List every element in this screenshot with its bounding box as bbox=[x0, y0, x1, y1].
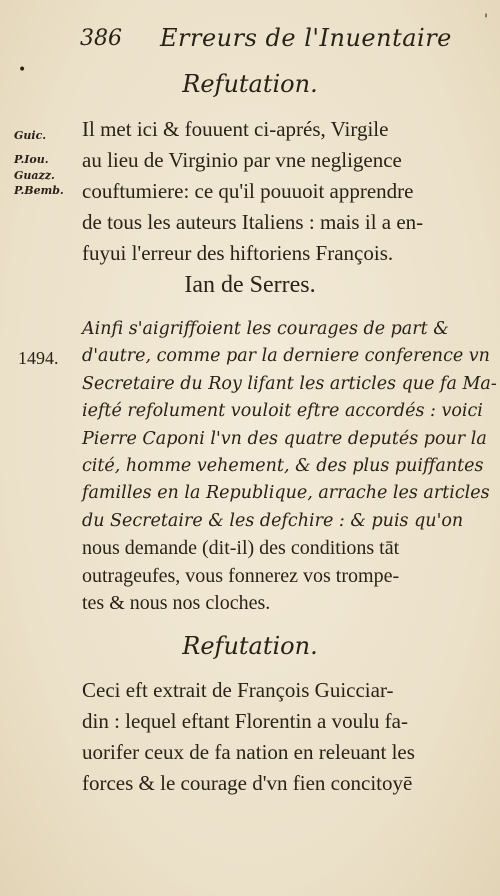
running-title: Erreurs de l'Inuentaire bbox=[160, 24, 452, 52]
section-heading-ian-de-serres: Ian de Serres. bbox=[184, 272, 316, 298]
margin-note-guazz: Guazz. bbox=[14, 169, 55, 182]
page-number: 386 bbox=[80, 26, 122, 51]
text-line: cité, homme vehement, & des plus puiffantes bbox=[82, 455, 484, 476]
text-line: Ainfi s'aigriffoient les courages de part & bbox=[82, 319, 449, 339]
paragraph-refutation-1 bbox=[82, 114, 478, 269]
text-line: forces & le courage d'vn fien concitoyē bbox=[82, 771, 413, 795]
text-line: Pierre Caponi l'vn des quatre deputés pour la bbox=[82, 428, 487, 449]
text-line: tes & nous nos cloches. bbox=[82, 591, 271, 614]
text-line: iefté refolument vouloit eftre accordés : voici bbox=[82, 401, 483, 422]
corner-mark: ' bbox=[484, 12, 488, 28]
margin-note-guic: Guic. bbox=[14, 129, 47, 142]
section-heading-refutation-2: Refutation. bbox=[182, 632, 318, 660]
section-heading-refutation-1: Refutation. bbox=[182, 70, 318, 98]
text-line: nous demande (dit-il) des conditions tāt bbox=[82, 537, 400, 560]
margin-year: 1494. bbox=[18, 348, 59, 368]
paragraph-quotation bbox=[82, 316, 497, 617]
text-line: Il met ici & fouuent ci-aprés, Virgile bbox=[82, 117, 389, 141]
text-line: au lieu de Virginio par vne negligence bbox=[82, 148, 402, 172]
text-line: uorifer ceux de fa nation en releuant les bbox=[82, 740, 415, 764]
text-line: fuyui l'erreur des hiftoriens François. bbox=[82, 241, 394, 265]
text-line: couftumiere: ce qu'il pouuoit apprendre bbox=[82, 179, 414, 203]
margin-note-pbemb: P.Bemb. bbox=[14, 184, 64, 197]
text-line: Ceci eft extrait de François Guicciar- bbox=[82, 678, 394, 702]
page-header bbox=[80, 18, 480, 58]
text-line: outrageufes, vous fonnerez vos trompe- bbox=[82, 564, 400, 587]
margin-note-piou: P.Iou. bbox=[14, 153, 49, 166]
text-line: du Secretaire & les defchire : & puis qu'on bbox=[82, 510, 464, 531]
text-line: d'autre, comme par la derniere conference vn bbox=[82, 346, 490, 367]
text-line: din : lequel eftant Florentin a voulu fa- bbox=[82, 709, 408, 733]
text-line: de tous les auteurs Italiens : mais il a en- bbox=[82, 210, 424, 234]
margin-dot: • bbox=[18, 62, 27, 78]
text-line: familles en la Republique, arrache les articles bbox=[82, 483, 490, 504]
text-line: Secretaire du Roy lifant les articles que fa Ma- bbox=[82, 373, 497, 394]
paragraph-refutation-2 bbox=[82, 675, 478, 799]
